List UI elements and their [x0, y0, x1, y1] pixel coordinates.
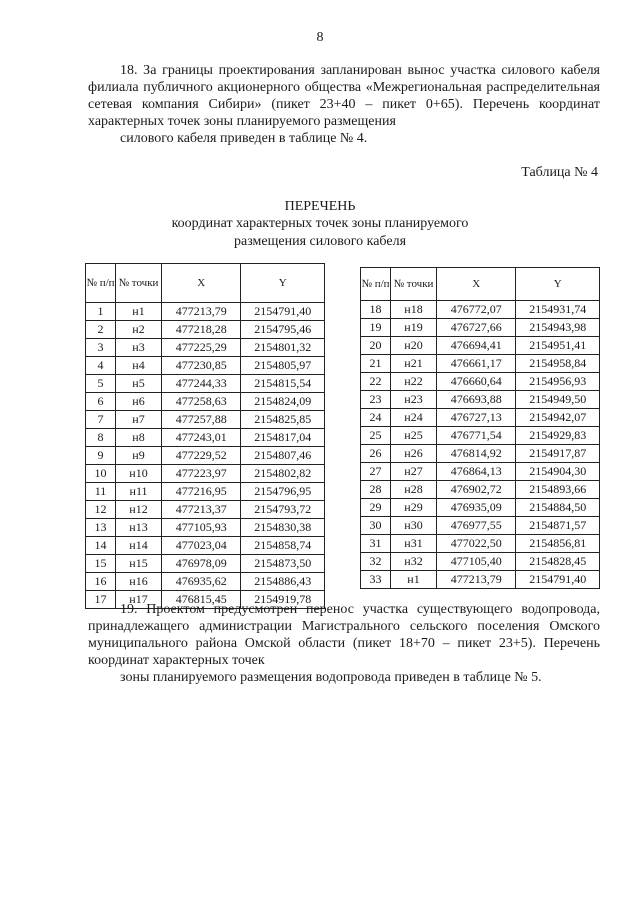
table-row	[86, 393, 325, 411]
paragraph-18-body: 18. За границы проектирования запланирован вынос участка силового кабеля филиала публичного акционерного общества «Межрегиональная распределительная сетевая компания Сибири» (пикет 23+40 – пикет 0+65). Перечень координат характерных точек зоны планируемого размещения	[88, 63, 600, 129]
cell-y: 2154893,66	[516, 481, 600, 499]
cell-x: 476661,17	[436, 355, 515, 373]
table-row	[361, 355, 600, 373]
table-caption-line-2: размещения силового кабеля	[233, 234, 407, 249]
cell-x: 476864,13	[436, 463, 515, 481]
table-row	[86, 483, 325, 501]
table-row	[361, 427, 600, 445]
page-number: 8	[316, 30, 324, 45]
cell-num: 25	[361, 427, 391, 445]
cell-y: 2154871,57	[516, 517, 600, 535]
table-row	[86, 303, 325, 321]
cell-num: 18	[361, 301, 391, 319]
table-row	[86, 321, 325, 339]
cell-num: 23	[361, 391, 391, 409]
cell-y: 2154886,43	[241, 573, 325, 591]
cell-x: 477023,04	[161, 537, 240, 555]
cell-point: н32	[391, 553, 437, 571]
cell-x: 477105,93	[161, 519, 240, 537]
cell-num: 13	[86, 519, 116, 537]
cell-point: н20	[391, 337, 437, 355]
cell-x: 476727,66	[436, 319, 515, 337]
table-row	[86, 537, 325, 555]
cell-y: 2154917,87	[516, 445, 600, 463]
cell-point: н4	[116, 357, 162, 375]
table-caption-line-1: координат характерных точек зоны планируемого	[171, 216, 469, 231]
cell-point: н18	[391, 301, 437, 319]
cell-num: 5	[86, 375, 116, 393]
cell-point: н9	[116, 447, 162, 465]
cell-x: 476902,72	[436, 481, 515, 499]
cell-num: 26	[361, 445, 391, 463]
table-row	[361, 553, 600, 571]
cell-y: 2154929,83	[516, 427, 600, 445]
table-header-row	[86, 264, 325, 303]
cell-point: н10	[116, 465, 162, 483]
table-body-right	[361, 301, 600, 589]
table-header-row	[361, 268, 600, 301]
cell-y: 2154807,46	[241, 447, 325, 465]
table-row	[86, 519, 325, 537]
table-row	[361, 373, 600, 391]
cell-point: н5	[116, 375, 162, 393]
cell-x: 477218,28	[161, 321, 240, 339]
cell-x: 477213,37	[161, 501, 240, 519]
cell-num: 33	[361, 571, 391, 589]
cell-x: 477213,79	[161, 303, 240, 321]
table-row	[86, 447, 325, 465]
table-row	[86, 573, 325, 591]
cell-point: н16	[116, 573, 162, 591]
cell-y: 2154815,54	[241, 375, 325, 393]
cell-point: н3	[116, 339, 162, 357]
cell-num: 27	[361, 463, 391, 481]
cell-x: 476694,41	[436, 337, 515, 355]
header-num: № п/п	[361, 268, 391, 301]
cell-num: 15	[86, 555, 116, 573]
cell-y: 2154828,45	[516, 553, 600, 571]
cell-x: 476935,62	[161, 573, 240, 591]
cell-num: 4	[86, 357, 116, 375]
cell-num: 6	[86, 393, 116, 411]
cell-num: 7	[86, 411, 116, 429]
cell-x: 477230,85	[161, 357, 240, 375]
paragraph-18-last-line: силового кабеля приведен в таблице № 4.	[120, 131, 368, 146]
cell-num: 20	[361, 337, 391, 355]
cell-num: 8	[86, 429, 116, 447]
cell-num: 24	[361, 409, 391, 427]
cell-y: 2154856,81	[516, 535, 600, 553]
cell-y: 2154949,50	[516, 391, 600, 409]
cell-num: 28	[361, 481, 391, 499]
header-num: № п/п	[86, 264, 116, 303]
table-row	[361, 445, 600, 463]
cell-num: 32	[361, 553, 391, 571]
cell-point: н8	[116, 429, 162, 447]
cell-y: 2154942,07	[516, 409, 600, 427]
cell-x: 476660,64	[436, 373, 515, 391]
cell-num: 2	[86, 321, 116, 339]
table-body-left	[86, 303, 325, 609]
cell-x: 477223,97	[161, 465, 240, 483]
cell-x: 476815,45	[161, 591, 240, 609]
cell-point: н7	[116, 411, 162, 429]
cell-point: н13	[116, 519, 162, 537]
paragraph-19-body: 19. Проектом предусмотрен перенос участка существующего водопровода, принадлежащего администрации Магистрального сельского поселения Омского муниципального района Омской области (пикет 18+70 – пикет 23+5). Перечень координат характерных точек	[88, 602, 600, 668]
cell-point: н29	[391, 499, 437, 517]
cell-y: 2154805,97	[241, 357, 325, 375]
cell-y: 2154919,78	[241, 591, 325, 609]
cell-y: 2154858,74	[241, 537, 325, 555]
cell-x: 477105,40	[436, 553, 515, 571]
coordinates-table-left	[85, 263, 325, 609]
cell-x: 477229,52	[161, 447, 240, 465]
cell-num: 31	[361, 535, 391, 553]
cell-y: 2154956,93	[516, 373, 600, 391]
cell-x: 477225,29	[161, 339, 240, 357]
cell-x: 476771,54	[436, 427, 515, 445]
cell-point: н28	[391, 481, 437, 499]
cell-x: 476977,55	[436, 517, 515, 535]
table-row	[361, 571, 600, 589]
cell-y: 2154801,32	[241, 339, 325, 357]
cell-num: 12	[86, 501, 116, 519]
cell-point: н24	[391, 409, 437, 427]
cell-point: н6	[116, 393, 162, 411]
table-row	[86, 555, 325, 573]
coordinates-table-right	[360, 267, 600, 589]
cell-y: 2154791,40	[516, 571, 600, 589]
cell-point: н2	[116, 321, 162, 339]
cell-point: н11	[116, 483, 162, 501]
table-row	[361, 481, 600, 499]
cell-x: 477216,95	[161, 483, 240, 501]
cell-num: 1	[86, 303, 116, 321]
cell-point: н23	[391, 391, 437, 409]
cell-num: 21	[361, 355, 391, 373]
header-y: Y	[516, 268, 600, 301]
cell-num: 17	[86, 591, 116, 609]
table-row	[86, 429, 325, 447]
table-row	[86, 411, 325, 429]
cell-point: н22	[391, 373, 437, 391]
cell-point: н1	[116, 303, 162, 321]
table-caption-title: ПЕРЕЧЕНЬ	[284, 199, 356, 214]
table-row	[86, 501, 325, 519]
cell-num: 19	[361, 319, 391, 337]
cell-y: 2154791,40	[241, 303, 325, 321]
cell-x: 477022,50	[436, 535, 515, 553]
header-point: № точки	[391, 268, 437, 301]
cell-y: 2154873,50	[241, 555, 325, 573]
paragraph-19-last-line: зоны планируемого размещения водопровода приведен в таблице № 5.	[120, 670, 542, 685]
cell-num: 3	[86, 339, 116, 357]
cell-num: 30	[361, 517, 391, 535]
table-label: Таблица № 4	[521, 165, 598, 180]
cell-y: 2154904,30	[516, 463, 600, 481]
cell-y: 2154958,84	[516, 355, 600, 373]
header-x: X	[436, 268, 515, 301]
cell-x: 477213,79	[436, 571, 515, 589]
cell-point: н26	[391, 445, 437, 463]
paragraph-19	[88, 601, 600, 686]
cell-point: н19	[391, 319, 437, 337]
cell-num: 14	[86, 537, 116, 555]
table-row	[86, 465, 325, 483]
cell-point: н14	[116, 537, 162, 555]
cell-y: 2154824,09	[241, 393, 325, 411]
cell-y: 2154943,98	[516, 319, 600, 337]
table-row	[361, 337, 600, 355]
table-row	[86, 339, 325, 357]
cell-point: н12	[116, 501, 162, 519]
table-row	[361, 535, 600, 553]
cell-y: 2154951,41	[516, 337, 600, 355]
cell-y: 2154825,85	[241, 411, 325, 429]
cell-x: 476693,88	[436, 391, 515, 409]
table-row	[361, 301, 600, 319]
table-row	[361, 463, 600, 481]
cell-x: 477257,88	[161, 411, 240, 429]
cell-num: 29	[361, 499, 391, 517]
cell-point: н30	[391, 517, 437, 535]
table-row	[361, 391, 600, 409]
cell-point: н27	[391, 463, 437, 481]
cell-num: 16	[86, 573, 116, 591]
cell-x: 476727,13	[436, 409, 515, 427]
cell-y: 2154830,38	[241, 519, 325, 537]
cell-y: 2154795,46	[241, 321, 325, 339]
header-x: X	[161, 264, 240, 303]
cell-point: н21	[391, 355, 437, 373]
header-point: № точки	[116, 264, 162, 303]
cell-y: 2154802,82	[241, 465, 325, 483]
table-row	[361, 517, 600, 535]
cell-x: 476978,09	[161, 555, 240, 573]
table-row	[86, 357, 325, 375]
cell-point: н1	[391, 571, 437, 589]
cell-x: 476935,09	[436, 499, 515, 517]
table-row	[361, 319, 600, 337]
cell-x: 477244,33	[161, 375, 240, 393]
cell-x: 476814,92	[436, 445, 515, 463]
cell-y: 2154796,95	[241, 483, 325, 501]
cell-point: н25	[391, 427, 437, 445]
cell-num: 11	[86, 483, 116, 501]
cell-y: 2154931,74	[516, 301, 600, 319]
cell-x: 477243,01	[161, 429, 240, 447]
table-row	[86, 375, 325, 393]
cell-point: н31	[391, 535, 437, 553]
cell-num: 9	[86, 447, 116, 465]
cell-y: 2154793,72	[241, 501, 325, 519]
header-y: Y	[241, 264, 325, 303]
paragraph-18	[88, 62, 600, 147]
cell-x: 476772,07	[436, 301, 515, 319]
cell-num: 10	[86, 465, 116, 483]
cell-point: н17	[116, 591, 162, 609]
table-row	[361, 409, 600, 427]
cell-num: 22	[361, 373, 391, 391]
cell-x: 477258,63	[161, 393, 240, 411]
table-row	[361, 499, 600, 517]
cell-y: 2154817,04	[241, 429, 325, 447]
cell-point: н15	[116, 555, 162, 573]
cell-y: 2154884,50	[516, 499, 600, 517]
